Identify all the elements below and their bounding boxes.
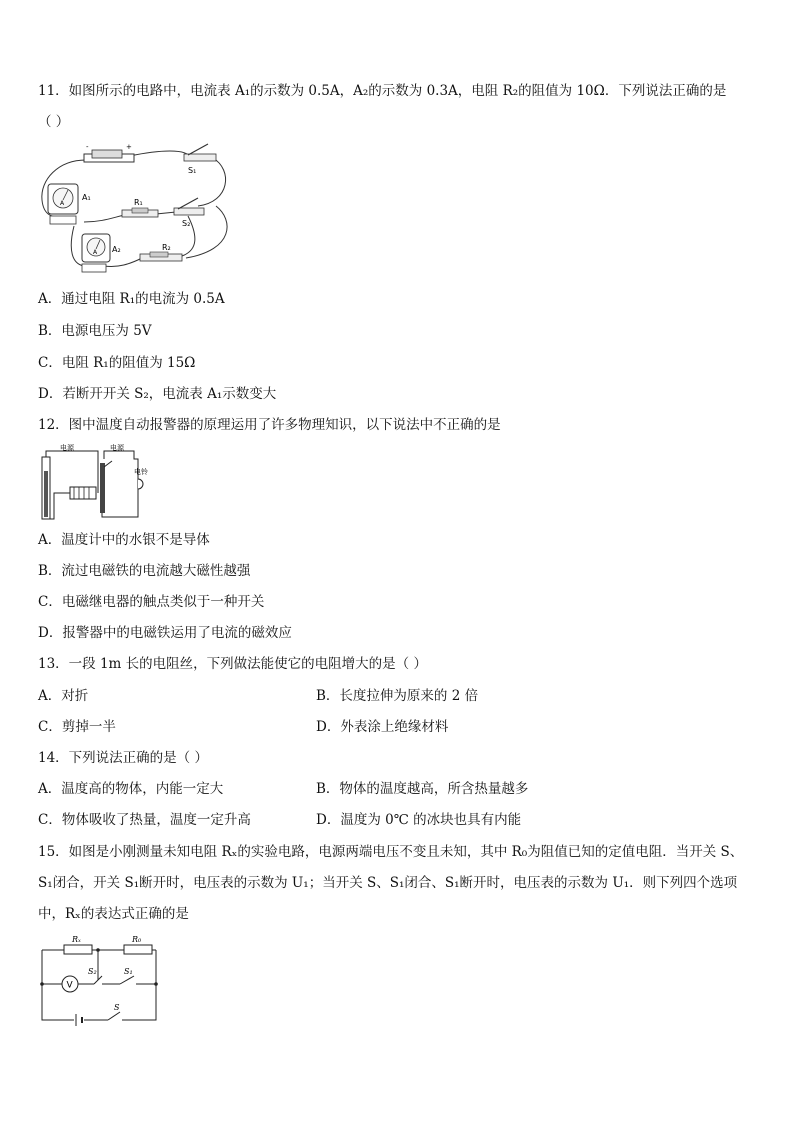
q14-option-a: A．温度高的物体，内能一定大: [38, 781, 224, 797]
switch-s-icon: [108, 1003, 120, 1020]
switch-s1-icon: [184, 144, 216, 175]
power1-label: 电源: [60, 444, 74, 452]
q13-option-a: A．对折: [38, 688, 89, 704]
q15-circuit-figure: [38, 932, 162, 1027]
q14-option-b: B．物体的温度越高，所含热量越多: [316, 781, 529, 797]
q13-option-c: C．剪掉一半: [38, 719, 116, 735]
q15-stem-line3: 中，Rₓ的表达式正确的是: [38, 906, 189, 922]
a2-label: A₂: [112, 245, 121, 254]
s-label: S: [114, 1003, 120, 1012]
switch-s2-icon: [174, 198, 204, 228]
s2-label: S₂: [88, 967, 97, 976]
r2-label: R₂: [162, 243, 171, 252]
voltmeter-label: V: [66, 980, 73, 991]
q11-stem-line1: 11．如图所示的电路中，电流表 A₁的示数为 0.5A，A₂的示数为 0.3A，电阻 R₂的阻值为 10Ω．下列说法正确的是: [38, 83, 727, 99]
r0-label: R₀: [132, 935, 142, 944]
q15-stem-line2: S₁闭合，开关 S₁断开时，电压表的示数为 U₁；当开关 S、S₁闭合、S₁断开时，电压表的示数为 U₁．则下列四个选项: [38, 875, 738, 891]
s1-label: S₁: [124, 967, 133, 976]
resistor-r0-icon: [124, 935, 152, 954]
q13-option-d: D．外表涂上绝缘材料: [316, 719, 449, 735]
q11-option-c: C．电阻 R₁的阻值为 15Ω: [38, 355, 196, 371]
a1-label: A₁: [82, 193, 91, 202]
q11-option-a: A．通过电阻 R₁的电流为 0.5A: [38, 291, 225, 307]
q11-option-d: D．若断开开关 S₂，电流表 A₁示数变大: [38, 386, 277, 402]
rx-label: Rₓ: [72, 935, 81, 944]
q12-option-d: D．报警器中的电磁铁运用了电流的磁效应: [38, 625, 292, 641]
q12-stem-line1: 12．图中温度自动报警器的原理运用了许多物理知识，以下说法中不正确的是: [38, 417, 501, 433]
s1-label: S₁: [188, 166, 197, 175]
q12-option-a: A．温度计中的水银不是导体: [38, 532, 210, 548]
switch-s2-icon: [88, 967, 102, 984]
relay-armature-icon: [100, 461, 112, 513]
svg-text:A: A: [93, 249, 98, 256]
svg-text:-: -: [86, 143, 89, 151]
ammeter-a1-icon: [48, 184, 91, 224]
power2-label: 电源: [110, 444, 124, 452]
q14-option-d: D．温度为 0℃ 的冰块也具有内能: [316, 812, 522, 828]
q14-option-c: C．物体吸收了热量，温度一定升高: [38, 812, 251, 828]
q11-stem-line2: （ ）: [38, 114, 70, 130]
battery-icon: [76, 1014, 82, 1026]
r1-label: R₁: [134, 198, 143, 207]
q12-option-c: C．电磁继电器的触点类似于一种开关: [38, 594, 265, 610]
q14-stem-line1: 14．下列说法正确的是（ ）: [38, 750, 208, 766]
voltmeter-icon: [40, 976, 94, 992]
switch-s1-icon: [102, 967, 158, 986]
resistor-r1-icon: [122, 198, 158, 217]
q13-stem-line1: 13．一段 1m 长的电阻丝，下列做法能使它的电阻增大的是（ ）: [38, 656, 427, 672]
q11-circuit-figure: [38, 140, 238, 278]
bell-label: 电铃: [134, 468, 148, 476]
q12-option-b: B．流过电磁铁的电流越大磁性越强: [38, 563, 251, 579]
q11-option-b: B．电源电压为 5V: [38, 323, 152, 339]
thermometer-icon: [42, 457, 50, 519]
electromagnet-icon: [70, 487, 96, 499]
svg-text:A: A: [60, 200, 65, 207]
q15-stem-line1: 15．如图是小刚测量未知电阻 Rₓ的实验电路，电源两端电压不变且未知，其中 R₀为阻值已知的定值电阻．当开关 S、: [38, 844, 744, 860]
resistor-r2-icon: [140, 243, 182, 261]
s2-label: S₂: [182, 219, 191, 228]
resistor-rx-icon: [64, 935, 92, 954]
q12-alarm-figure: [38, 443, 162, 523]
q13-option-b: B．长度拉伸为原来的 2 倍: [316, 688, 479, 704]
svg-text:+: +: [126, 143, 132, 151]
bell-icon: [134, 467, 148, 489]
battery-icon: [84, 143, 134, 162]
